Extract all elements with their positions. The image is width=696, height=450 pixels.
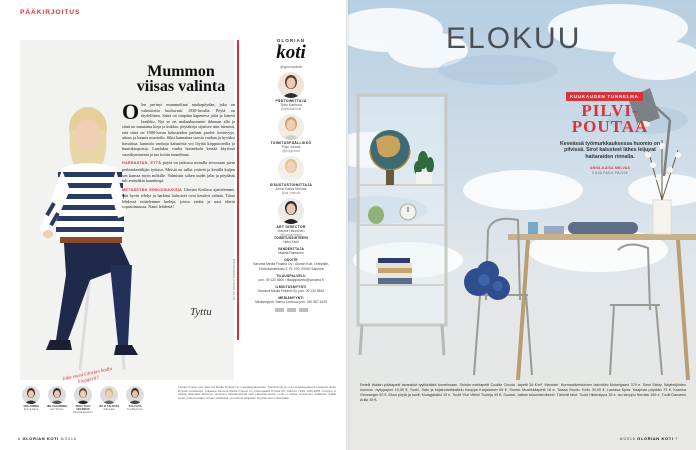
staff-handle: @ak_melvas bbox=[281, 191, 301, 195]
colophon-text: Sanoma Media Finland Oy / Glorian Koti, Lehtipiste, Töölönlahdenkatu 2, PL 100, 00040 Sanoma bbox=[253, 262, 329, 271]
staff-role: ART DIRECTOR bbox=[276, 225, 306, 229]
fineprint: Lehden hinnat ovat Sanoma Media Finland Oy:n asiakaspalvelussa. Tilaushinnat ja muut asiakaspalvelua koskevat tiedot löytyvät osoitteesta. Julkaisija Sanoma Media Finland Oy. Painopaikka Printall AS, Tallinna. ISSN 1235-2055. Toimitus ei vastaa tilaamatta lähetetyn aineiston säilyttämisestä eikä palauttamisesta. Lehti ei vastaa ilmoitusten sisällöstä. Kaikki tiedot, jotka kuvataan lehden sisällössä, perustuvat tekijöiden kirjoittamaan materiaaliin. bbox=[178, 385, 336, 400]
logo-mark bbox=[299, 308, 308, 312]
member-name: Julia Aalto bbox=[103, 408, 115, 411]
page-gutter bbox=[346, 0, 350, 450]
editorial-body bbox=[122, 99, 236, 213]
red-vertical-rule bbox=[237, 40, 239, 340]
colophon-text: puh. 09 120 5600 / tilaajapalvelu@sanoma.fi bbox=[258, 277, 324, 282]
colophon-head: ILMOITUSMYYNTI bbox=[275, 284, 307, 289]
masthead-handle: @gloriankoti bbox=[279, 64, 303, 69]
team-member bbox=[124, 386, 146, 414]
colophon-head: OSOITE bbox=[284, 258, 298, 263]
staff-portrait bbox=[278, 198, 304, 224]
paragraph-1 bbox=[122, 99, 236, 157]
member-avatar bbox=[126, 386, 144, 404]
footer-mag: GLORIAN KOTI bbox=[637, 436, 674, 441]
staff-portrait bbox=[278, 156, 304, 182]
member-name: Tua Backman bbox=[127, 408, 143, 411]
photo-credit: KUVA MARIA MAKKONEN bbox=[232, 258, 236, 300]
colophon-text: Maaria Rantanen bbox=[278, 251, 304, 256]
feature-title: PILVI-POUTAA bbox=[571, 101, 649, 136]
staff-name: Hanna Hänninen bbox=[277, 229, 305, 233]
member-role: ARS JUMBO bbox=[23, 405, 39, 408]
staff-name: Pirjo Juhola bbox=[281, 145, 301, 149]
colophon-text: Mediamyynti, Sanna Lindroos puh. 040 587 4425 bbox=[255, 300, 327, 305]
paragraph-3 bbox=[122, 187, 235, 210]
member-name: Piia Hakkarainen bbox=[73, 411, 93, 414]
colophon bbox=[250, 236, 332, 312]
masthead-small: GLORIAN bbox=[276, 38, 306, 43]
member-role: TUA CASA bbox=[128, 405, 142, 408]
dropcap: O bbox=[122, 99, 140, 124]
staff-item bbox=[245, 72, 337, 111]
footer-mag: GLORIAN KOTI bbox=[22, 436, 59, 441]
feature-lead: Keveässä työmurkkauksessa huomio on pilvissä. Sirot kalusteet lähes leijuvat hattaraiden rinnalla. bbox=[559, 141, 661, 160]
staff-role: SISUSTUSTOIMITTAJA bbox=[269, 183, 313, 187]
paragraph-1b-text: pöytäkirja sijaitsee niin hienosti, että siinä on 1900-luvun kalusteiden parhaat puolet: kestävyys, aitous ja kaunis muotoilu. Siksi kannattaa suosia vanhaa ja hyväksi havaittua. bbox=[122, 124, 236, 146]
paragraph-2-text: pöytä on jatkossa minulla arvossaan pieni perhonkeräilijän työtaso. Meistä on tullut ystäviä ja kesällä kuljen sen kanssa myös mökille. Valmistin siihen uudet jalat ja pöydästä tuli entistäkin kauniimpi. bbox=[122, 160, 235, 184]
staff-item bbox=[245, 156, 337, 195]
staff-role: TOIMITUSPÄÄLLIKKÖ bbox=[270, 141, 312, 145]
red-lead-2: METSÄSTÄN ERIKOISUUKSIA bbox=[122, 187, 183, 192]
logo-mark bbox=[287, 308, 296, 312]
colophon-head: MEDIAMYYNTI bbox=[278, 296, 304, 301]
staff-handle: @tyttukanhola bbox=[280, 107, 302, 111]
staff-handle: @pirjojuhola bbox=[282, 149, 300, 153]
staff-item bbox=[245, 114, 337, 153]
team-member bbox=[20, 386, 42, 414]
member-avatar bbox=[74, 386, 92, 404]
month-title: ELOKUU bbox=[446, 22, 582, 55]
page-number: 7 bbox=[675, 436, 678, 441]
paragraph-3-text: Glorian Kodissa ajattelemme, että hyvin tehdyt ja harkitut kalusteet ovat kestävä valinta. Tässä lehdessä esittelemme kodeja, joissa vanha ja uusi elävät sopusoinnussa. Nauti lehdestä! bbox=[122, 186, 236, 210]
staff-list bbox=[245, 72, 337, 240]
koti-logo: koti bbox=[276, 42, 306, 63]
page-title: Mummon viisas valinta bbox=[136, 63, 226, 95]
member-role: JULIA TALOVAS bbox=[98, 405, 120, 408]
staff-role: PÄÄTOIMITTAJA bbox=[275, 99, 307, 103]
colophon-text: Heini Kiviö bbox=[283, 240, 299, 245]
paragraph-1-text: len perinyt mummoltani nuokapöydän, joka on valmistettu luultavasti 1930-luvulla. Pöytä on täydellinen. Siinä on sänpään kapeneva jalat ja kätevä laatikko. Nyt se on makuuhuoneeni ikkunan alla ja siinä on muutama kirja ja kukkia. bbox=[122, 102, 235, 130]
colophon-block bbox=[250, 258, 332, 270]
member-avatar bbox=[100, 386, 118, 404]
staff-portrait bbox=[278, 72, 304, 98]
product-description: Retelli Walsin pilvitapetti tavarakivi tyylikkäästi tunnelmaan. Seinän minitapetti Cuddle Clouds -tapetti 36 €/m², Mancieri. Normaaliveistoinen lasivitriini Mobelgaard 379 e. Sieni Sänty. Näyttelijöiden luonnos -hyllypaperi 19,90 €, Tuohi. Sato ja kirjaindarttikattelu Kauppa Karjalainen 69 €, Suntai. Musiikkitapetti 16 e, Taisaa Studio. Kello 39,90 €, Lautasa Spira. Kaapista pöytään 75 €, Kaarina Gerwanger 50 €. Muut pöytä ja tuolit, Mulayjatakki 19 e. Tuolit Yksi Vitriini Tuoleja 49 €, Suutari, Jatkan taloustarvikkeet. Tärkeät talot: Tuolit Hiidenlippa 35 e. Iso lamppu Nordisk 195 e. Tuolit Dansens Arkki 45 €. bbox=[360, 383, 686, 402]
staff-handle: @hannahannin bbox=[280, 233, 302, 237]
handwritten-caption: Joka vuosi Glorian kodin bloggarit? bbox=[61, 366, 113, 386]
member-name: Heli Thoren bbox=[50, 408, 64, 411]
section-label: PÄÄKIRJOITUS bbox=[20, 9, 81, 16]
footer-right bbox=[620, 436, 678, 441]
colophon-block bbox=[250, 236, 332, 244]
staff-name: Tyttu Kanhola bbox=[280, 103, 302, 107]
colophon-head: TILAUSPALVELU bbox=[276, 273, 306, 278]
colophon-head: VANDENTTAJA bbox=[277, 247, 305, 252]
paragraph-2 bbox=[122, 160, 235, 183]
feature-photo-credit: KUVA PANU PÄLVIÄ bbox=[592, 171, 628, 175]
red-lead-1: HARRASTAN, ETTÄ bbox=[122, 161, 162, 166]
staff-name: Anna-Kaisa Melvas bbox=[275, 187, 307, 191]
team-member bbox=[46, 386, 68, 414]
member-avatar bbox=[48, 386, 66, 404]
right-page bbox=[348, 0, 696, 450]
publisher-logos bbox=[250, 308, 332, 312]
footer-issue: 8/2016 bbox=[60, 436, 77, 441]
colophon-head: TOIMITUSSIHTEERI bbox=[273, 236, 309, 240]
footer-issue: 8/2016 bbox=[619, 436, 636, 441]
member-role: PEHU TALO HELENIUS bbox=[75, 405, 91, 411]
kicker-label: KUUKAUDEN TUNNELMA bbox=[566, 92, 643, 101]
page-number: 6 bbox=[18, 436, 21, 441]
colophon-block bbox=[250, 274, 332, 282]
colophon-block bbox=[250, 247, 332, 255]
team-member bbox=[98, 386, 120, 414]
team-member bbox=[72, 386, 94, 414]
member-role: HELI HAARDING bbox=[46, 405, 68, 408]
staff-item bbox=[245, 198, 337, 237]
colophon-block bbox=[250, 285, 332, 293]
editor-signature: Tyttu bbox=[190, 306, 212, 318]
feature-byline: ANNA-KAISA MELVAS bbox=[589, 166, 631, 170]
masthead bbox=[245, 38, 337, 69]
colophon-text: Sanoma Media Finland Oy, puh. 09 120 5840 bbox=[257, 288, 325, 293]
logo-mark bbox=[275, 308, 284, 312]
footer-left bbox=[18, 436, 76, 441]
staff-portrait bbox=[278, 114, 304, 140]
colophon-block bbox=[250, 296, 332, 304]
paragraph-1c-text: kauniita vanhoja kalusteita voi löytää kirpputoreilta ja huutokaupoista. Laadukas vanha huonekalu kestää käytössä vuosikymmeniä ja tuo kotiin tunnelmaa. bbox=[122, 140, 235, 157]
member-avatar bbox=[22, 386, 40, 404]
member-name: Emma Harte bbox=[23, 408, 39, 411]
